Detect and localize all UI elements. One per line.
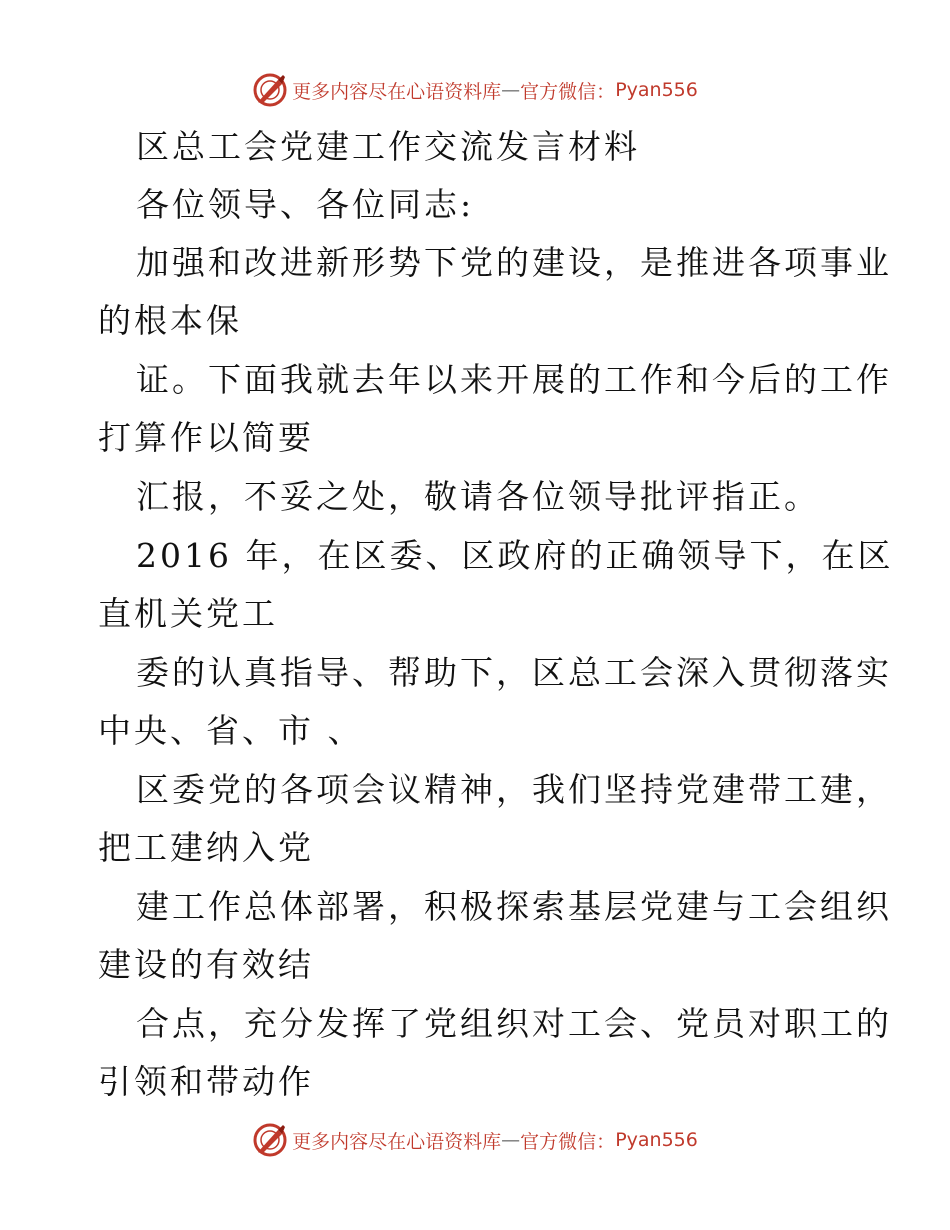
quill-pen-logo-icon: [252, 72, 288, 108]
text-line: 加强和改进新形势下党的建设，是推进各项事业: [136, 243, 892, 282]
footer-watermark: [0, 1120, 950, 1160]
text-line: 引领和带动作: [98, 1062, 314, 1101]
text-line: 建设的有效结: [98, 945, 314, 984]
text-line: 中央、省、市 、: [98, 711, 364, 750]
quill-pen-logo-icon: [252, 1122, 288, 1158]
header-watermark: [0, 70, 950, 110]
salutation: 各位领导、各位同志:: [136, 185, 475, 224]
watermark-official-label: 官方微信：: [520, 1130, 616, 1153]
text-line: 建工作总体部署，积极探索基层党建与工会组织: [136, 887, 892, 926]
text-line: 区委党的各项会议精神，我们坚持党建带工建，: [136, 770, 892, 809]
watermark-separator: —: [501, 1129, 521, 1151]
watermark-main-text: 更多内容尽在心语资料库: [292, 80, 502, 103]
document-title: 区总工会党建工作交流发言材料: [136, 127, 640, 166]
text-line: 汇报，不妥之处，敬请各位领导批评指正。: [136, 477, 820, 516]
text-line: 证。下面我就去年以来开展的工作和今后的工作: [136, 360, 892, 399]
text-line: 打算作以简要: [98, 418, 314, 457]
watermark-separator: —: [501, 79, 521, 101]
text-line: 委的认真指导、帮助下，区总工会深入贯彻落实: [136, 653, 892, 692]
watermark-main-text: 更多内容尽在心语资料库: [292, 1130, 502, 1153]
text-line: 的根本保: [98, 301, 242, 340]
text-line: 直机关党工: [98, 594, 278, 633]
text-line: 把工建纳入党: [98, 828, 314, 867]
watermark-account: Pyan556: [615, 1129, 698, 1151]
watermark-official-label: 官方微信：: [520, 80, 616, 103]
watermark-account: Pyan556: [615, 79, 698, 101]
text-line: 2016 年，在区委、区政府的正确领导下，在区: [136, 536, 894, 575]
text-line: 合点，充分发挥了党组织对工会、党员对职工的: [136, 1004, 892, 1043]
